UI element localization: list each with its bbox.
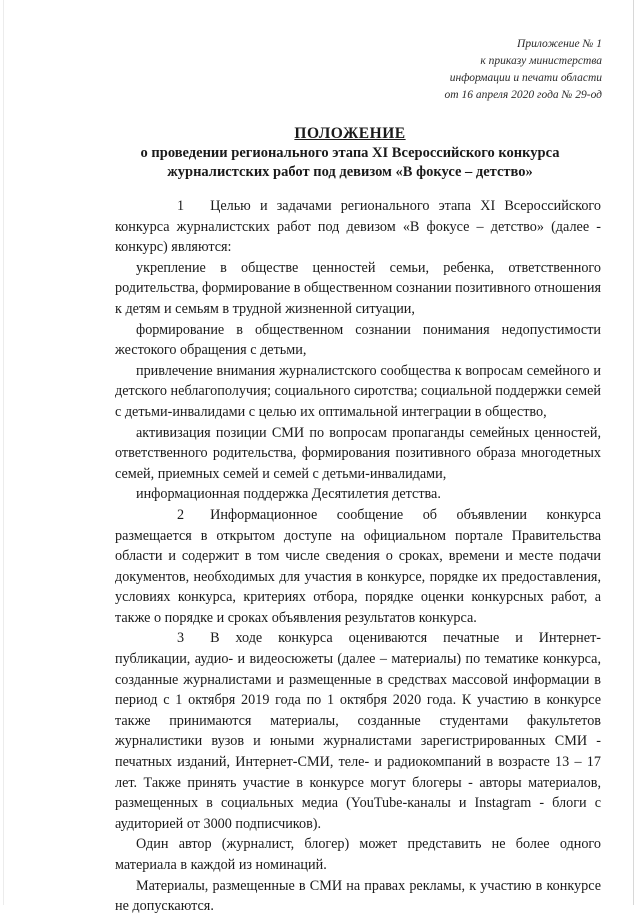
section-text: Информационное сообщение об объявлении конкурса размещается в открытом доступе на официальном портале Правительства области и содержит в том числе сведения о сроках, времени и месте подачи документов, необходимых для участия в конкурсе, порядке их предоставления, условиях конкурса, критериях отбора, порядке оценки конкурсных работ, а также о порядке и сроках объявления результатов конкурса.: [115, 506, 601, 626]
document-body: [115, 196, 601, 917]
list-item: формирование в общественном сознании понимания недопустимости жестокого обращения с детьми,: [115, 321, 601, 359]
section-1: [115, 196, 601, 258]
list-item: активизация позиции СМИ по вопросам пропаганды семейных ценностей, ответственного родительства, формирования позитивного образа многодетных семей, приемных семей и семей с детьми-инвалидами,: [115, 424, 601, 482]
section-3: [115, 628, 601, 834]
document-title: ПОЛОЖЕНИЕ: [294, 125, 406, 142]
list-item: привлечение внимания журналистского сообщества к вопросам семейного и детского неблагополучия; социального сиротства; социальной поддержки семей с детьми-инвалидами с целью их оптимальной интеграции в общество,: [115, 362, 602, 420]
paragraph: Материалы, размещенные в СМИ на правах рекламы, к участию в конкурсе не допускаются.: [115, 877, 601, 915]
appendix-number: Приложение № 1: [517, 38, 602, 50]
scan-edge-right: [633, 0, 634, 905]
section-number: 3: [177, 630, 185, 647]
document-title-block: [110, 124, 590, 182]
document-subtitle-line2: журналистских работ под девизом «В фокусе – детство»: [167, 164, 533, 180]
scan-edge-left: [3, 0, 4, 905]
section-2: [115, 505, 601, 629]
list-item: информационная поддержка Десятилетия детства.: [136, 486, 441, 503]
section-text: В ходе конкурса оцениваются печатные и Интернет-публикации, аудио- и видеосюжеты (далее – материалы) по тематике конкурса, созданные журналистами и размещенные в средствах массовой информации в период с 1 октября 2019 года по 1 октября 2020 года. К участию в конкурсе также принимаются материалы, созданные студентами факультетов журналистики вузов и юными журналистами зарегистрированных СМИ - печатных изданий, Интернет-СМИ, теле- и радиокомпаний в возрасте 13 – 17 лет. Также принять участие в конкурсе могут блогеры - авторы материалов, размещенных в социальных медиа (YouTube-каналы и Instagram - блоги с аудиторией от 3000 подписчиков).: [115, 630, 601, 832]
appendix-ministry: информации и печати области: [449, 72, 602, 84]
section-number: 2: [177, 506, 185, 523]
appendix-date: от 16 апреля 2020 года № 29-од: [444, 89, 602, 101]
document-subtitle-line1: о проведении регионального этапа XI Всероссийского конкурса: [140, 145, 560, 161]
appendix-header: [342, 36, 602, 104]
appendix-order-ref: к приказу министерства: [480, 55, 602, 67]
paragraph: Один автор (журналист, блогер) может представить не более одного материала в каждой из номинаций.: [115, 836, 601, 873]
section-text: Целью и задачами регионального этапа XI Всероссийского конкурса журналистских работ под девизом «В фокусе – детство» (далее - конкурс) являются:: [115, 198, 601, 256]
section-number: 1: [177, 198, 185, 214]
list-item: укрепление в обществе ценностей семьи, ребенка, ответственного родительства, формирование в общественном сознании позитивного отношения к детям и семьям в трудной жизненной ситуации,: [115, 259, 601, 317]
